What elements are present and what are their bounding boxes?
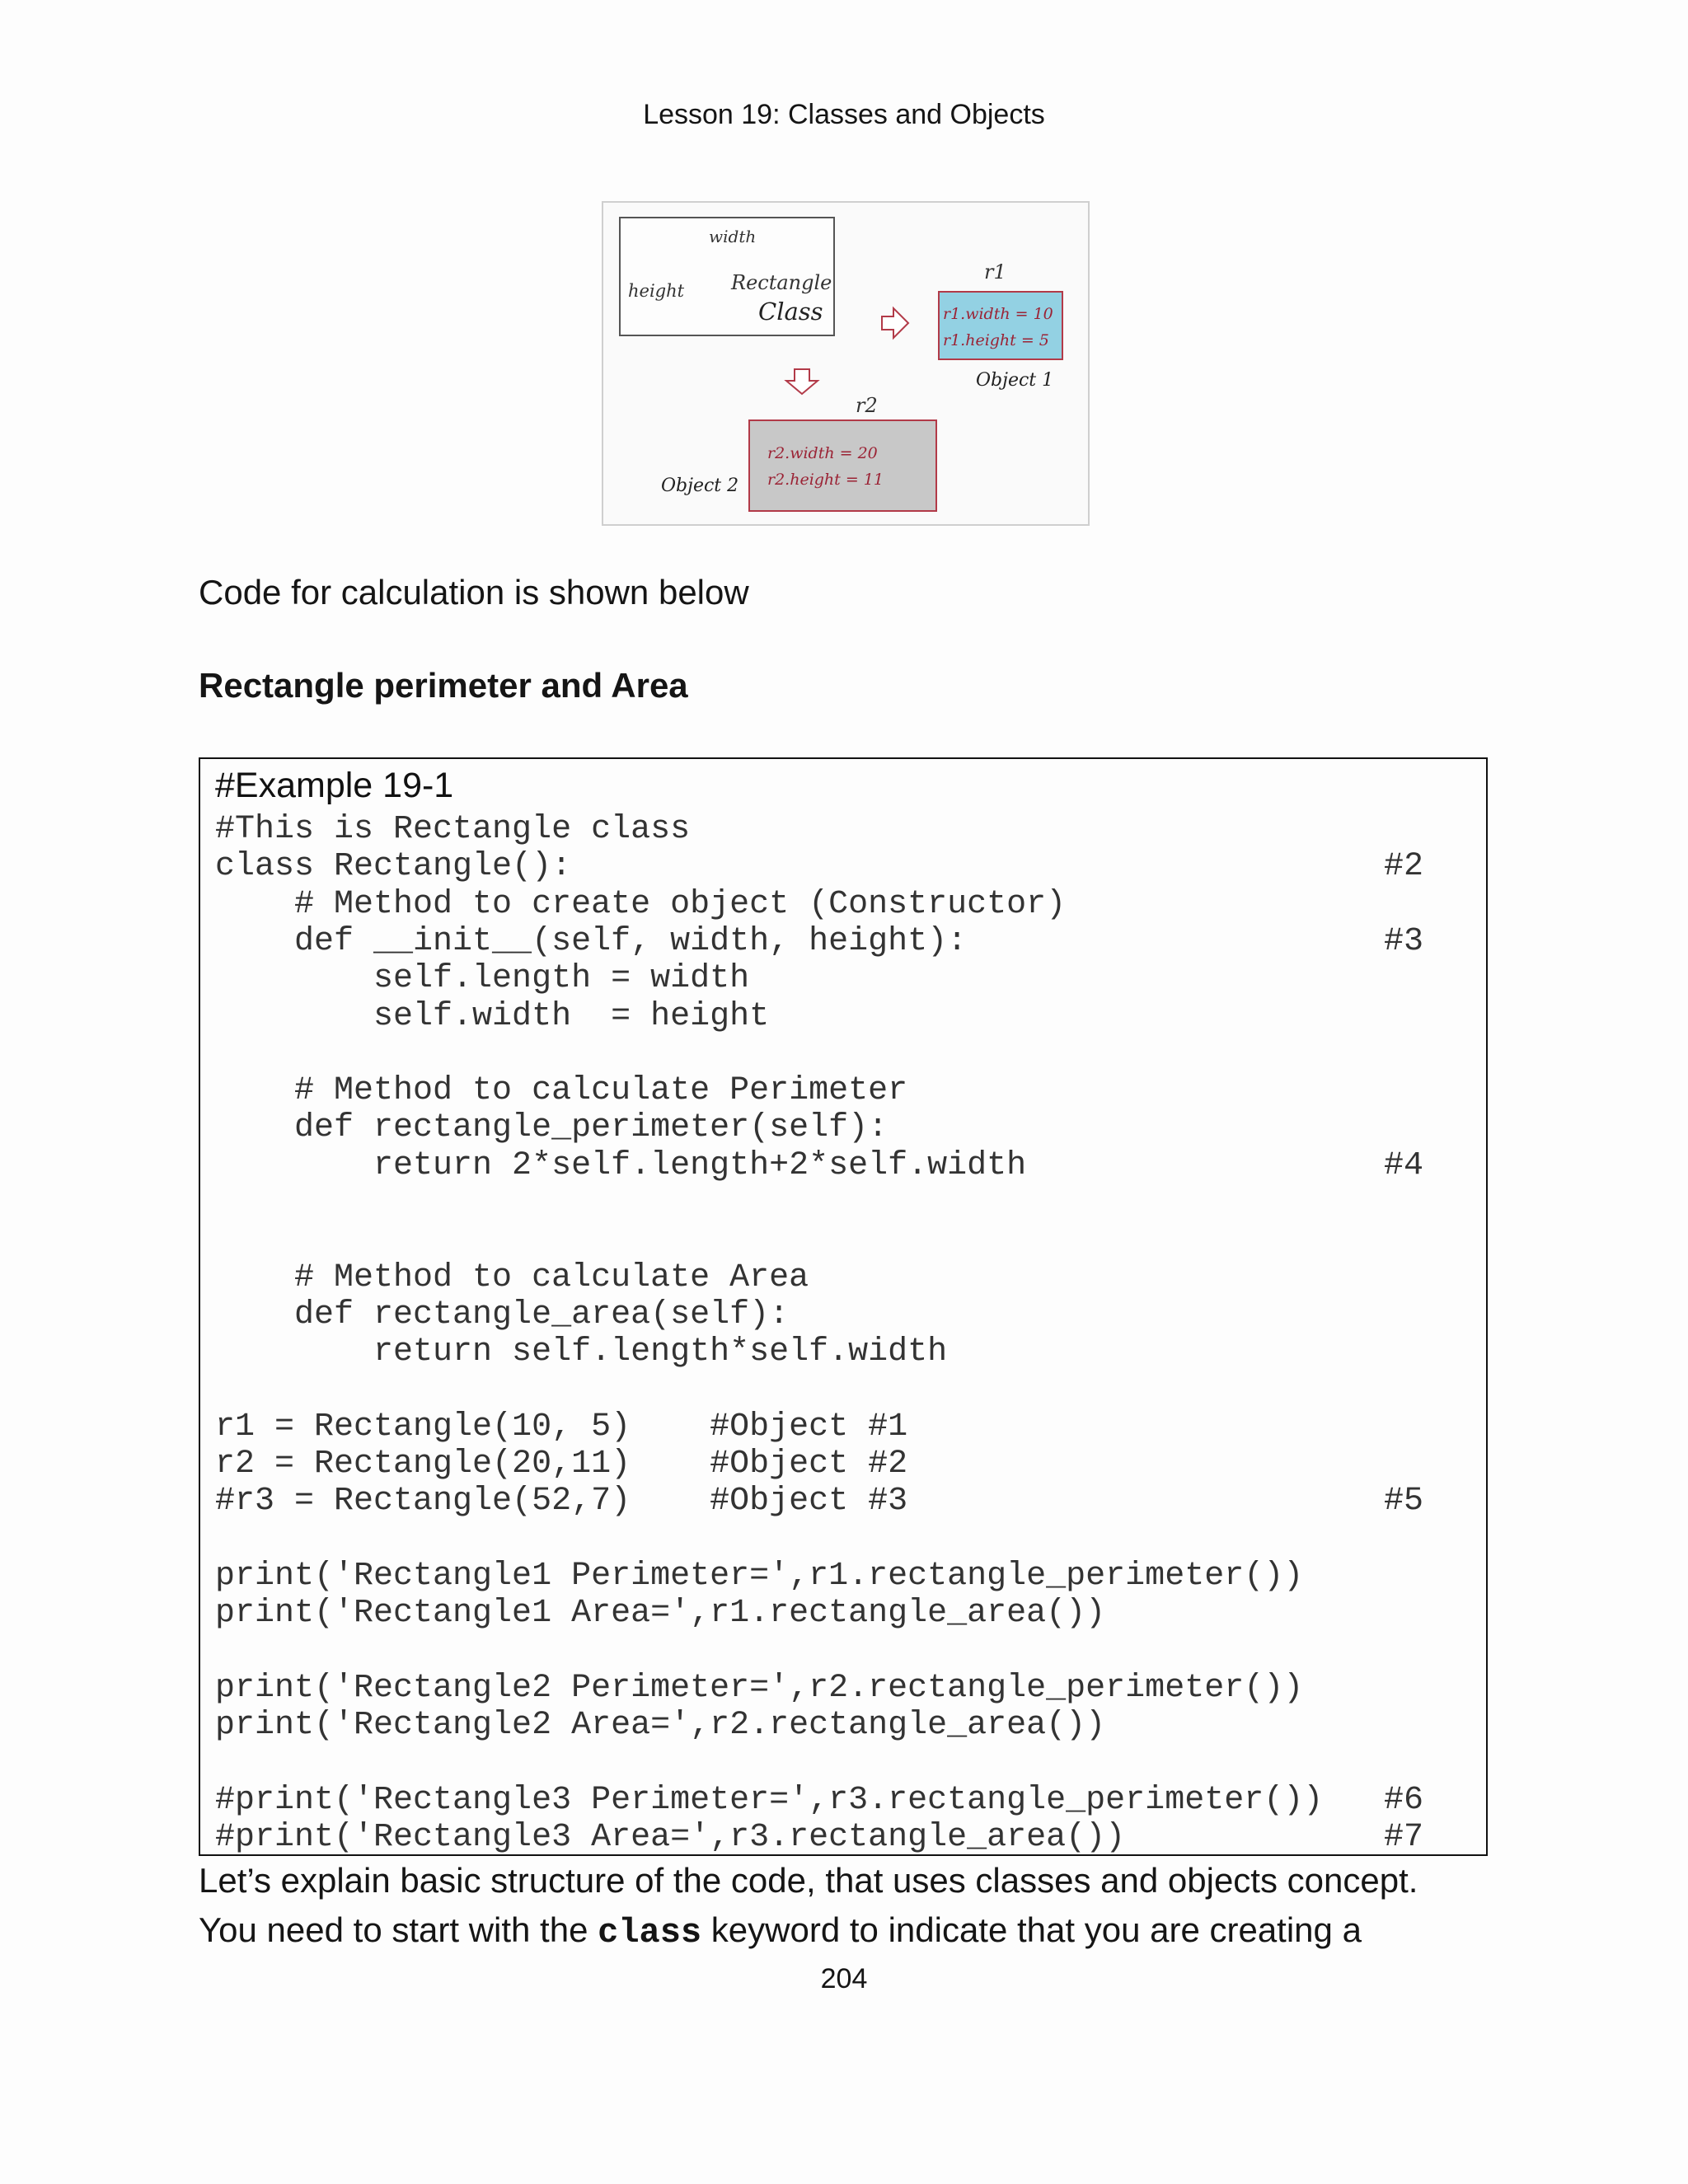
code-line-marker: #4 bbox=[1383, 1146, 1423, 1184]
page-number: 204 bbox=[820, 1963, 868, 1994]
code-line: self.length = width bbox=[215, 960, 750, 998]
code-line-marker: #6 bbox=[1383, 1781, 1423, 1819]
code-line: def rectangle_area(self): bbox=[215, 1296, 790, 1333]
object2-box bbox=[749, 420, 936, 511]
code-line: def rectangle_perimeter(self): bbox=[215, 1109, 889, 1147]
arrow-right-icon bbox=[882, 308, 908, 338]
code-line: # Method to create object (Constructor) bbox=[215, 885, 1067, 923]
code-line-marker: #5 bbox=[1383, 1483, 1423, 1521]
intro-text: Code for calculation is shown below bbox=[199, 573, 749, 612]
code-line-marker: #7 bbox=[1383, 1819, 1423, 1857]
code-line: # Method to calculate Perimeter bbox=[215, 1072, 908, 1110]
example-title: #Example 19-1 bbox=[215, 766, 454, 805]
code-line: r1 = Rectangle(10, 5) #Object #1 bbox=[215, 1408, 908, 1446]
code-example-box bbox=[199, 757, 1488, 1856]
arrow-down-icon bbox=[786, 369, 818, 394]
object1-caption: Object 1 bbox=[976, 370, 1054, 391]
code-line-marker: #2 bbox=[1383, 848, 1423, 886]
code-line: r2 = Rectangle(20,11) #Object #2 bbox=[215, 1446, 908, 1483]
class-name-line2: Class bbox=[758, 298, 823, 326]
paragraph-text: You need to start with the bbox=[199, 1910, 598, 1949]
code-line-marker: #3 bbox=[1383, 922, 1423, 960]
code-line: print('Rectangle2 Perimeter=',r2.rectangle_perimeter()) bbox=[215, 1669, 1304, 1707]
paragraph-line2 bbox=[199, 1910, 1362, 1952]
page-header: Lesson 19: Classes and Objects bbox=[643, 99, 1045, 130]
code-line: #print('Rectangle3 Perimeter=',r3.rectangle_perimeter()) bbox=[215, 1781, 1324, 1819]
object1-width: r1.width = 10 bbox=[943, 305, 1053, 323]
code-line: print('Rectangle2 Area=',r2.rectangle_area()) bbox=[215, 1707, 1106, 1745]
object2-height: r2.height = 11 bbox=[767, 471, 884, 489]
code-line: self.width = height bbox=[215, 997, 770, 1035]
code-line: #print('Rectangle3 Area=',r3.rectangle_area()) bbox=[215, 1819, 1126, 1857]
code-line: #r3 = Rectangle(52,7) #Object #3 bbox=[215, 1483, 908, 1521]
section-title: Rectangle perimeter and Area bbox=[199, 666, 688, 705]
object1-ref: r1 bbox=[984, 260, 1006, 284]
paragraph-line1: Let’s explain basic structure of the code, that uses classes and objects concept. bbox=[199, 1861, 1418, 1900]
object1-height: r1.height = 5 bbox=[943, 331, 1049, 349]
class-object-diagram bbox=[602, 201, 1090, 526]
object2-caption: Object 2 bbox=[661, 476, 739, 496]
class-keyword: class bbox=[598, 1913, 702, 1952]
class-name-line1: Rectangle bbox=[731, 271, 832, 294]
paragraph-text: keyword to indicate that you are creating a bbox=[701, 1910, 1362, 1949]
height-label: height bbox=[628, 281, 685, 301]
width-label: width bbox=[709, 227, 757, 246]
code-line: # Method to calculate Area bbox=[215, 1258, 809, 1296]
object2-ref: r2 bbox=[856, 394, 878, 417]
code-line: return 2*self.length+2*self.width bbox=[215, 1146, 1027, 1184]
code-line: def __init__(self, width, height): bbox=[215, 922, 968, 960]
code-line: print('Rectangle1 Area=',r1.rectangle_area()) bbox=[215, 1595, 1106, 1633]
code-line: class Rectangle(): bbox=[215, 848, 572, 886]
object2-width: r2.width = 20 bbox=[767, 444, 878, 462]
code-line: print('Rectangle1 Perimeter=',r1.rectangle_perimeter()) bbox=[215, 1558, 1304, 1595]
code-line: #This is Rectangle class bbox=[215, 811, 691, 848]
code-line: return self.length*self.width bbox=[215, 1333, 948, 1371]
